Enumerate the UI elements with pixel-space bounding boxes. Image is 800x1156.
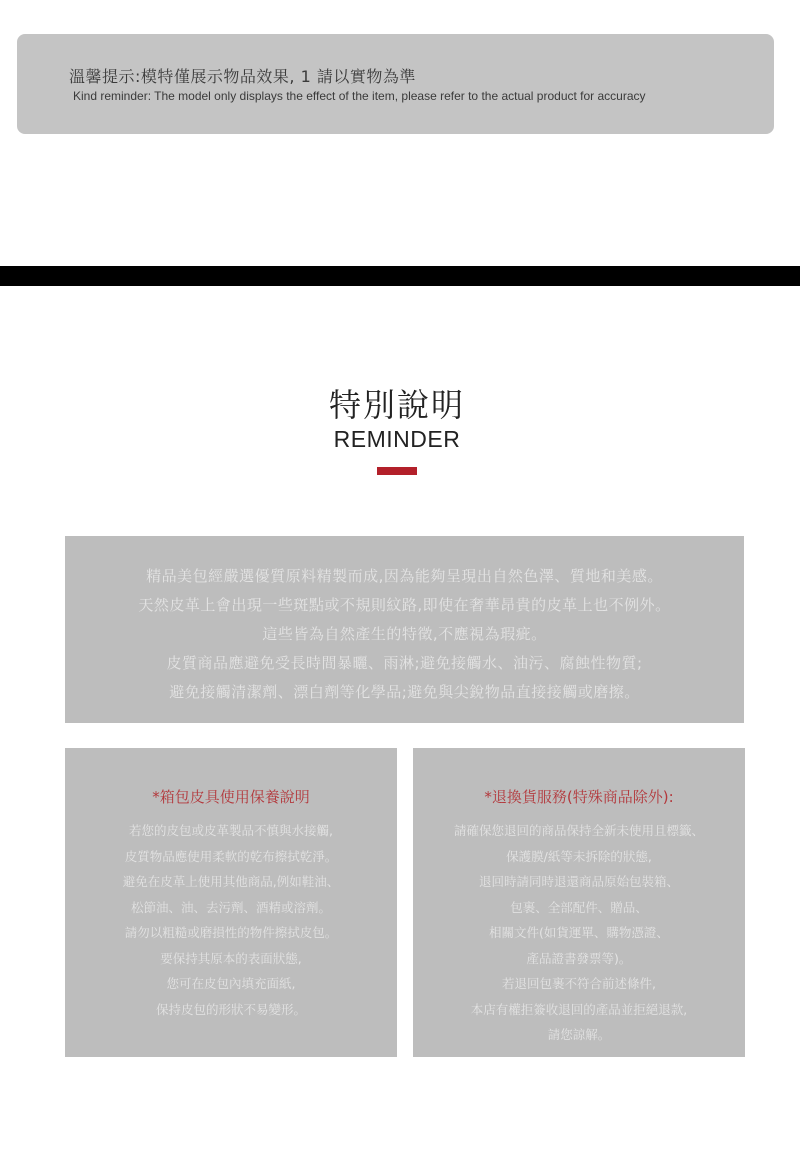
care-line: 松節油、油、去污劑、酒精或溶劑。	[130, 899, 331, 915]
returns-line: 本店有權拒簽收退回的產品並拒絕退款,	[470, 1001, 688, 1017]
returns-line: 請您諒解。	[547, 1027, 611, 1042]
section-title-en: REMINDER	[333, 426, 461, 452]
care-line: 保持皮包的形狀不易變形。	[155, 1001, 306, 1017]
returns-line: 包裹、全部配件、贈品、	[510, 899, 648, 915]
care-line: 請勿以粗糙或磨損性的物件擦拭皮包。	[124, 925, 338, 940]
info-line: 天然皮革上會出現一些斑點或不規則紋路,即使在奢華昂貴的皮革上也不例外。	[138, 596, 671, 614]
info-line: 皮質商品應避免受長時間暴曬、雨淋;避免接觸水、油污、腐蝕性物質;	[166, 654, 643, 672]
return-policy-panel	[413, 748, 745, 1057]
returns-line: 產品證書發票等)。	[526, 950, 632, 966]
notice-text-en: Kind reminder: The model only displays the effect of the item, please refer to the actual product for accuracy	[73, 89, 646, 103]
info-line: 這些皆為自然產生的特徵,不應視為瑕疵。	[262, 625, 547, 643]
care-line: 避免在皮革上使用其他商品,例如鞋油、	[122, 874, 340, 889]
care-line: 要保持其原本的表面狀態,	[160, 950, 302, 966]
returns-line: 相關文件(如貨運單、購物憑證、	[489, 925, 669, 940]
care-instructions-panel	[65, 748, 397, 1057]
returns-line: 若退回包裹不符合前述條件,	[502, 976, 656, 991]
care-line: 皮質物品應使用柔軟的乾布擦拭乾淨。	[124, 848, 338, 864]
returns-line: 保護膜/紙等未拆除的狀態,	[506, 848, 652, 864]
notice-text-zh: 溫馨提示:模特僅展示物品效果, 1 請以實物為準	[69, 67, 416, 86]
care-title: *箱包皮具使用保養說明	[152, 788, 310, 806]
returns-line: 請確保您退回的商品保持全新未使用且標籤、	[453, 823, 704, 838]
info-line: 避免接觸清潔劑、漂白劑等化學品;避免與尖銳物品直接接觸或磨擦。	[169, 683, 640, 701]
section-title-zh: 特別說明	[328, 386, 465, 424]
returns-line: 退回時請同時退還商品原始包裝箱、	[478, 874, 679, 889]
info-line: 精品美包經嚴選優質原料精製而成,因為能夠呈現出自然色澤、質地和美感。	[146, 567, 663, 585]
care-line: 您可在皮包內填充面紙,	[166, 976, 296, 991]
reminder-notice	[17, 34, 774, 134]
leather-info-panel	[65, 536, 744, 723]
returns-title: *退換貨服務(特殊商品除外):	[484, 788, 674, 806]
title-accent-bar	[377, 467, 417, 475]
care-line: 若您的皮包或皮革製品不慎與水接觸,	[129, 823, 333, 838]
divider-bar	[0, 266, 800, 286]
